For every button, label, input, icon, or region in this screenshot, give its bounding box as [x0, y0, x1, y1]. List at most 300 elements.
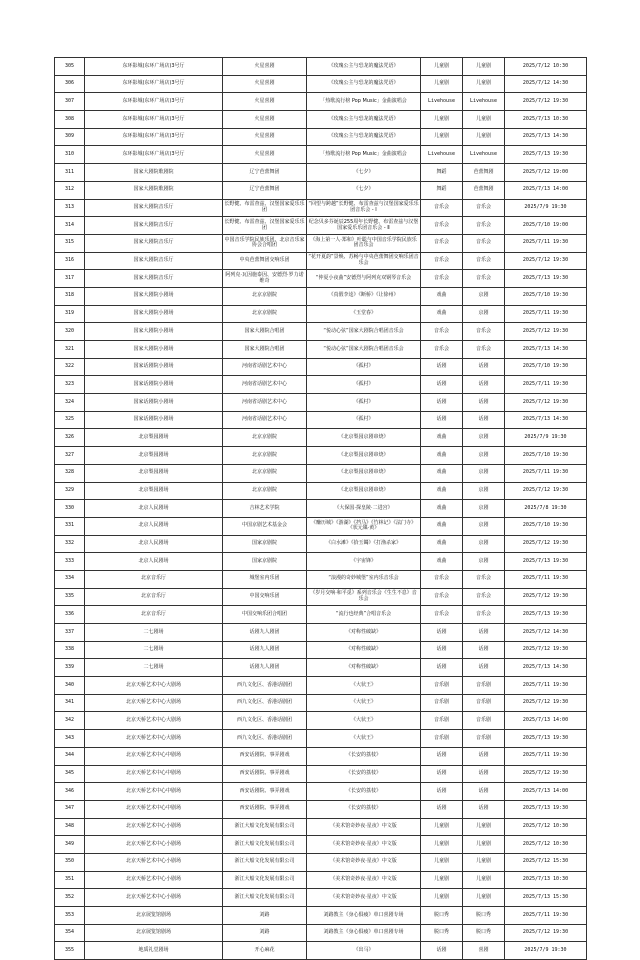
venue-cell: 北京天桥艺术中心中剧场 [85, 800, 223, 818]
row-number-cell: 316 [55, 252, 85, 270]
troupe-cell: 西九文化区、香港话剧团 [223, 730, 307, 748]
category-cell: 戏曲 [421, 535, 463, 553]
table-row [55, 305, 587, 323]
venue-cell: 国家话剧院小剧场 [85, 376, 223, 394]
table-row [55, 588, 587, 606]
venue-cell: 国家大剧院歌剧院 [85, 181, 223, 199]
troupe-cell: 辽宁芭蕾舞团 [223, 181, 307, 199]
genre-cell: 音乐剧 [463, 694, 505, 712]
genre-cell: 脱口秀 [463, 907, 505, 925]
program-cell: 《岁月交响·和平觅》系列音乐会《生生不息》音乐会 [307, 588, 421, 606]
schedule-sheet [54, 57, 586, 960]
venue-cell: 北京天桥艺术中心小剧场 [85, 871, 223, 889]
troupe-cell: 浙江大船文化发展有限公司 [223, 853, 307, 871]
troupe-cell: 中国交响乐团合唱团 [223, 606, 307, 624]
troupe-cell: 国家大剧院合唱团 [223, 341, 307, 359]
category-cell: 话剧 [421, 659, 463, 677]
category-cell: 话剧 [421, 376, 463, 394]
table-row [55, 517, 587, 535]
genre-cell: 话剧 [463, 358, 505, 376]
row-number-cell: 307 [55, 93, 85, 111]
venue-cell: 北京天桥艺术中心小剧场 [85, 818, 223, 836]
category-cell: 音乐剧 [421, 694, 463, 712]
showtime-cell: 2025/7/11 19:30 [505, 907, 587, 925]
category-cell: 音乐会 [421, 199, 463, 217]
troupe-cell: 北京京剧院 [223, 482, 307, 500]
genre-cell: 儿童剧 [463, 836, 505, 854]
table-row [55, 146, 587, 164]
venue-cell: 国家大剧院小剧场 [85, 305, 223, 323]
row-number-cell: 329 [55, 482, 85, 500]
showtime-cell: 2025/7/13 19:30 [505, 270, 587, 288]
row-number-cell: 311 [55, 164, 85, 182]
table-row [55, 75, 587, 93]
troupe-cell: 城堡室内乐团 [223, 570, 307, 588]
row-number-cell: 337 [55, 624, 85, 642]
table-row [55, 677, 587, 695]
showtime-cell: 2025/7/11 19:30 [505, 570, 587, 588]
venue-cell: 北京音乐厅 [85, 606, 223, 624]
genre-cell: 儿童剧 [463, 853, 505, 871]
venue-cell: 北京人民剧场 [85, 500, 223, 518]
troupe-cell: 北京京剧院 [223, 287, 307, 305]
table-row [55, 111, 587, 129]
troupe-cell: 西安话剧院、事弄剧戏 [223, 800, 307, 818]
table-row [55, 942, 587, 960]
category-cell: 戏曲 [421, 305, 463, 323]
showtime-cell: 2025/7/13 14:30 [505, 659, 587, 677]
table-row [55, 570, 587, 588]
venue-cell: 国家话剧院小剧场 [85, 358, 223, 376]
troupe-cell: 国家京剧院 [223, 553, 307, 571]
category-cell: 儿童剧 [421, 836, 463, 854]
row-number-cell: 342 [55, 712, 85, 730]
genre-cell: 儿童剧 [463, 75, 505, 93]
troupe-cell: 话剧九人剧团 [223, 641, 307, 659]
venue-cell: 北京展览馆剧场 [85, 907, 223, 925]
genre-cell: 儿童剧 [463, 871, 505, 889]
venue-cell: 国家大剧院音乐厅 [85, 199, 223, 217]
program-cell: 《大状王》 [307, 694, 421, 712]
genre-cell: 话剧 [463, 783, 505, 801]
showtime-cell: 2025/7/12 19:30 [505, 765, 587, 783]
row-number-cell: 305 [55, 58, 85, 76]
showtime-cell: 2025/7/13 19:30 [505, 553, 587, 571]
table-body [55, 58, 587, 960]
venue-cell: 二七剧场 [85, 659, 223, 677]
row-number-cell: 314 [55, 217, 85, 235]
showtime-cell: 2025/7/11 19:30 [505, 747, 587, 765]
program-cell: 《美术馆奇妙夜·星夜》中文版 [307, 836, 421, 854]
troupe-cell: 西安话剧院、事弄剧戏 [223, 765, 307, 783]
troupe-cell: 西安话剧院、事弄剧戏 [223, 783, 307, 801]
venue-cell: 国家大剧院小剧场 [85, 341, 223, 359]
table-row [55, 234, 587, 252]
category-cell: 话剧 [421, 358, 463, 376]
table-row [55, 641, 587, 659]
row-number-cell: 340 [55, 677, 85, 695]
table-row [55, 358, 587, 376]
genre-cell: 京剧 [463, 464, 505, 482]
row-number-cell: 330 [55, 500, 85, 518]
genre-cell: 音乐会 [463, 234, 505, 252]
venue-cell: 国家大剧院音乐厅 [85, 252, 223, 270]
troupe-cell: 北京京剧院 [223, 429, 307, 447]
table-row [55, 464, 587, 482]
category-cell: 话剧 [421, 394, 463, 412]
venue-cell: 北京天桥艺术中心中剧场 [85, 747, 223, 765]
genre-cell: 京剧 [463, 429, 505, 447]
category-cell: 音乐剧 [421, 677, 463, 695]
program-cell: 《玫瑰公主与恐龙的魔法咒语》 [307, 75, 421, 93]
showtime-cell: 2025/7/10 19:30 [505, 447, 587, 465]
category-cell: 话剧 [421, 765, 463, 783]
program-cell: 刘路教主《身心俱疲》单口喜剧专场 [307, 907, 421, 925]
troupe-cell: 西九文化区、香港话剧团 [223, 677, 307, 695]
genre-cell: 京剧 [463, 535, 505, 553]
showtime-cell: 2025/7/11 19:30 [505, 305, 587, 323]
genre-cell: 音乐会 [463, 588, 505, 606]
showtime-cell: 2025/7/10 19:00 [505, 217, 587, 235]
program-cell: 《出马》 [307, 942, 421, 960]
row-number-cell: 308 [55, 111, 85, 129]
troupe-cell: 开心麻花 [223, 942, 307, 960]
row-number-cell: 317 [55, 270, 85, 288]
table-row [55, 411, 587, 429]
row-number-cell: 319 [55, 305, 85, 323]
showtime-cell: 2025/7/11 19:30 [505, 464, 587, 482]
row-number-cell: 338 [55, 641, 85, 659]
row-number-cell: 321 [55, 341, 85, 359]
category-cell: 儿童剧 [421, 853, 463, 871]
venue-cell: 北京天桥艺术中心中剧场 [85, 765, 223, 783]
genre-cell: 京剧 [463, 482, 505, 500]
table-row [55, 482, 587, 500]
showtime-cell: 2025/7/13 14:30 [505, 411, 587, 429]
row-number-cell: 306 [55, 75, 85, 93]
genre-cell: 儿童剧 [463, 58, 505, 76]
category-cell: 话剧 [421, 641, 463, 659]
venue-cell: 北京梨园剧场 [85, 482, 223, 500]
row-number-cell: 343 [55, 730, 85, 748]
genre-cell: 话剧 [463, 641, 505, 659]
troupe-cell: 中国音乐学院民族乐团、北京音乐家协会合唱团 [223, 234, 307, 252]
table-row [55, 394, 587, 412]
troupe-cell: 话剧九人剧团 [223, 624, 307, 642]
row-number-cell: 354 [55, 924, 85, 942]
showtime-cell: 2025/7/12 19:30 [505, 535, 587, 553]
table-row [55, 907, 587, 925]
genre-cell: 京剧 [463, 305, 505, 323]
genre-cell: 音乐会 [463, 217, 505, 235]
venue-cell: 国家大剧院音乐厅 [85, 217, 223, 235]
program-cell: 《美术馆奇妙夜·星夜》中文版 [307, 818, 421, 836]
program-cell: 《美术馆奇妙夜·星夜》中文版 [307, 871, 421, 889]
troupe-cell: 国家大剧院合唱团 [223, 323, 307, 341]
genre-cell: 音乐会 [463, 341, 505, 359]
showtime-cell: 2025/7/8 19:30 [505, 500, 587, 518]
troupe-cell: 浙江大船文化发展有限公司 [223, 836, 307, 854]
venue-cell: 北京梨园剧场 [85, 447, 223, 465]
showtime-cell: 2025/7/13 14:00 [505, 783, 587, 801]
program-cell: 《美术馆奇妙夜·星夜》中文版 [307, 853, 421, 871]
showtime-cell: 2025/7/12 19:30 [505, 252, 587, 270]
table-row [55, 783, 587, 801]
program-cell: “花开夏韵”景焕、苏畅与中央芭蕾舞团交响乐团音乐会 [307, 252, 421, 270]
row-number-cell: 333 [55, 553, 85, 571]
category-cell: 音乐会 [421, 217, 463, 235]
table-row [55, 730, 587, 748]
row-number-cell: 341 [55, 694, 85, 712]
row-number-cell: 332 [55, 535, 85, 553]
genre-cell: 京剧 [463, 287, 505, 305]
genre-cell: 京剧 [463, 447, 505, 465]
venue-cell: 国家大剧院音乐厅 [85, 234, 223, 252]
genre-cell: 芭蕾舞剧 [463, 181, 505, 199]
troupe-cell: 北京京剧院 [223, 447, 307, 465]
row-number-cell: 350 [55, 853, 85, 871]
genre-cell: Livehouse [463, 93, 505, 111]
showtime-cell: 2025/7/11 19:30 [505, 376, 587, 394]
table-row [55, 181, 587, 199]
program-cell: 《七夕》 [307, 181, 421, 199]
showtime-cell: 2025/7/12 19:30 [505, 694, 587, 712]
category-cell: 舞蹈 [421, 164, 463, 182]
troupe-cell: 北京京剧院 [223, 464, 307, 482]
program-cell: 《大保国·探皇陵·二进宫》 [307, 500, 421, 518]
row-number-cell: 326 [55, 429, 85, 447]
venue-cell: 北京音乐厅 [85, 588, 223, 606]
row-number-cell: 318 [55, 287, 85, 305]
genre-cell: 音乐剧 [463, 677, 505, 695]
category-cell: 儿童剧 [421, 889, 463, 907]
table-row [55, 924, 587, 942]
table-row [55, 694, 587, 712]
genre-cell: 话剧 [463, 624, 505, 642]
table-row [55, 624, 587, 642]
row-number-cell: 331 [55, 517, 85, 535]
genre-cell: 芭蕾舞剧 [463, 164, 505, 182]
program-cell: 《玫瑰公主与恐龙的魔法咒语》 [307, 111, 421, 129]
showtime-cell: 2025/7/13 14:30 [505, 341, 587, 359]
troupe-cell: 中央芭蕾舞团交响乐团 [223, 252, 307, 270]
program-cell: 《对称性破缺》 [307, 624, 421, 642]
venue-cell: 北京梨园剧场 [85, 429, 223, 447]
category-cell: 音乐剧 [421, 712, 463, 730]
category-cell: 儿童剧 [421, 58, 463, 76]
row-number-cell: 323 [55, 376, 85, 394]
program-cell: “流行也经典”合唱音乐会 [307, 606, 421, 624]
troupe-cell: 浙江大船文化发展有限公司 [223, 889, 307, 907]
troupe-cell: 刘路 [223, 924, 307, 942]
category-cell: 音乐会 [421, 570, 463, 588]
category-cell: 话剧 [421, 624, 463, 642]
troupe-cell: 长野健、布雷查兹、汉堡国家爱乐乐团 [223, 217, 307, 235]
showtime-cell: 2025/7/12 19:30 [505, 924, 587, 942]
table-row [55, 287, 587, 305]
genre-cell: 话剧 [463, 411, 505, 429]
venue-cell: 北京人民剧场 [85, 535, 223, 553]
venue-cell: 东环影城(东环广场店)3号厅 [85, 93, 223, 111]
row-number-cell: 327 [55, 447, 85, 465]
category-cell: 音乐会 [421, 252, 463, 270]
category-cell: 戏曲 [421, 464, 463, 482]
category-cell: 话剧 [421, 942, 463, 960]
troupe-cell: 火星喜剧 [223, 128, 307, 146]
category-cell: 戏曲 [421, 429, 463, 447]
program-cell: 《玉堂春》 [307, 305, 421, 323]
venue-cell: 北京天桥艺术中心大剧场 [85, 677, 223, 695]
showtime-cell: 2025/7/9 19:30 [505, 429, 587, 447]
troupe-cell: 火星喜剧 [223, 93, 307, 111]
program-cell: 《宇宙锋》 [307, 553, 421, 571]
category-cell: 话剧 [421, 783, 463, 801]
genre-cell: 儿童剧 [463, 889, 505, 907]
showtime-cell: 2025/7/13 10:30 [505, 111, 587, 129]
category-cell: 儿童剧 [421, 111, 463, 129]
showtime-cell: 2025/7/10 19:30 [505, 358, 587, 376]
program-cell: 《孤村》 [307, 394, 421, 412]
category-cell: 舞蹈 [421, 181, 463, 199]
troupe-cell: 河南省话剧艺术中心 [223, 411, 307, 429]
troupe-cell: 西安话剧院、事弄剧戏 [223, 747, 307, 765]
showtime-cell: 2025/7/12 15:30 [505, 853, 587, 871]
category-cell: 戏曲 [421, 553, 463, 571]
row-number-cell: 351 [55, 871, 85, 889]
genre-cell: 话剧 [463, 747, 505, 765]
category-cell: Livehouse [421, 93, 463, 111]
venue-cell: 东环影城(东环广场店)3号厅 [85, 58, 223, 76]
program-cell: 「热歌流行榜 Pop Music」金曲演唱会 [307, 93, 421, 111]
program-cell: 《对称性破缺》 [307, 641, 421, 659]
program-cell: 刘路教主《身心俱疲》单口喜剧专场 [307, 924, 421, 942]
program-cell: 《孤村》 [307, 376, 421, 394]
table-row [55, 323, 587, 341]
troupe-cell: 火星喜剧 [223, 111, 307, 129]
row-number-cell: 349 [55, 836, 85, 854]
row-number-cell: 353 [55, 907, 85, 925]
venue-cell: 国家话剧院小剧场 [85, 411, 223, 429]
genre-cell: 儿童剧 [463, 818, 505, 836]
table-row [55, 164, 587, 182]
table-row [55, 500, 587, 518]
showtime-cell: 2025/7/12 14:30 [505, 624, 587, 642]
showtime-cell: 2025/7/12 19:30 [505, 641, 587, 659]
table-row [55, 712, 587, 730]
category-cell: 音乐会 [421, 234, 463, 252]
row-number-cell: 348 [55, 818, 85, 836]
venue-cell: 北京人民剧场 [85, 553, 223, 571]
showtime-cell: 2025/7/10 19:30 [505, 287, 587, 305]
genre-cell: 话剧 [463, 394, 505, 412]
table-row [55, 747, 587, 765]
troupe-cell: 浙江大船文化发展有限公司 [223, 818, 307, 836]
row-number-cell: 320 [55, 323, 85, 341]
venue-cell: 东环影城(东环广场店)3号厅 [85, 75, 223, 93]
troupe-cell: 河南省话剧艺术中心 [223, 358, 307, 376]
genre-cell: 京剧 [463, 553, 505, 571]
genre-cell: 话剧 [463, 765, 505, 783]
genre-cell: 音乐会 [463, 270, 505, 288]
venue-cell: 二七剧场 [85, 624, 223, 642]
troupe-cell: 吉林艺术学院 [223, 500, 307, 518]
venue-cell: 北京梨园剧场 [85, 464, 223, 482]
showtime-cell: 2025/7/13 10:30 [505, 871, 587, 889]
row-number-cell: 344 [55, 747, 85, 765]
table-row [55, 836, 587, 854]
genre-cell: 音乐会 [463, 570, 505, 588]
table-row [55, 447, 587, 465]
venue-cell: 国家大剧院小剧场 [85, 323, 223, 341]
showtime-cell: 2025/7/13 19:30 [505, 146, 587, 164]
program-cell: 《北京梨园京剧串烧》 [307, 447, 421, 465]
program-cell: “悦动心弦”国家大剧院合唱团音乐会 [307, 341, 421, 359]
category-cell: 脱口秀 [421, 907, 463, 925]
genre-cell: 话剧 [463, 659, 505, 677]
category-cell: 音乐会 [421, 270, 463, 288]
troupe-cell: 火星喜剧 [223, 58, 307, 76]
table-row [55, 58, 587, 76]
row-number-cell: 355 [55, 942, 85, 960]
category-cell: 戏曲 [421, 287, 463, 305]
showtime-cell: 2025/7/12 10:30 [505, 818, 587, 836]
troupe-cell: 刘路 [223, 907, 307, 925]
genre-cell: 音乐会 [463, 606, 505, 624]
category-cell: 音乐会 [421, 606, 463, 624]
row-number-cell: 310 [55, 146, 85, 164]
program-cell: 《孤村》 [307, 358, 421, 376]
showtime-cell: 2025/7/10 19:30 [505, 517, 587, 535]
venue-cell: 国家大剧院小剧场 [85, 287, 223, 305]
showtime-cell: 2025/7/12 19:30 [505, 394, 587, 412]
venue-cell: 东环影城(东环广场店)3号厅 [85, 146, 223, 164]
venue-cell: 北京人民剧场 [85, 517, 223, 535]
genre-cell: 音乐会 [463, 199, 505, 217]
category-cell: 音乐会 [421, 323, 463, 341]
category-cell: 儿童剧 [421, 871, 463, 889]
showtime-cell: 2025/7/11 19:30 [505, 677, 587, 695]
table-row [55, 606, 587, 624]
row-number-cell: 334 [55, 570, 85, 588]
table-row [55, 128, 587, 146]
showtime-cell: 2025/7/9 19:30 [505, 199, 587, 217]
showtime-cell: 2025/7/12 14:30 [505, 75, 587, 93]
row-number-cell: 346 [55, 783, 85, 801]
troupe-cell: 河南省话剧艺术中心 [223, 376, 307, 394]
genre-cell: 音乐剧 [463, 712, 505, 730]
row-number-cell: 315 [55, 234, 85, 252]
row-number-cell: 328 [55, 464, 85, 482]
program-cell: 《大状王》 [307, 712, 421, 730]
category-cell: 话剧 [421, 747, 463, 765]
troupe-cell: 国家京剧院 [223, 535, 307, 553]
program-cell: 「热歌流行榜 Pop Music」金曲演唱会 [307, 146, 421, 164]
row-number-cell: 352 [55, 889, 85, 907]
venue-cell: 北京展览馆剧场 [85, 924, 223, 942]
row-number-cell: 324 [55, 394, 85, 412]
genre-cell: Livehouse [463, 146, 505, 164]
category-cell: 脱口秀 [421, 924, 463, 942]
venue-cell: 北京天桥艺术中心小剧场 [85, 853, 223, 871]
venue-cell: 二七剧场 [85, 641, 223, 659]
program-cell: 《长安的荔枝》 [307, 800, 421, 818]
category-cell: 话剧 [421, 800, 463, 818]
table-row [55, 217, 587, 235]
program-cell: “悦动心弦”国家大剧院合唱团音乐会 [307, 323, 421, 341]
row-number-cell: 336 [55, 606, 85, 624]
table-row [55, 818, 587, 836]
program-cell: 《海上第一人·郑和》叶聪与中国音乐学院民族乐团音乐会 [307, 234, 421, 252]
